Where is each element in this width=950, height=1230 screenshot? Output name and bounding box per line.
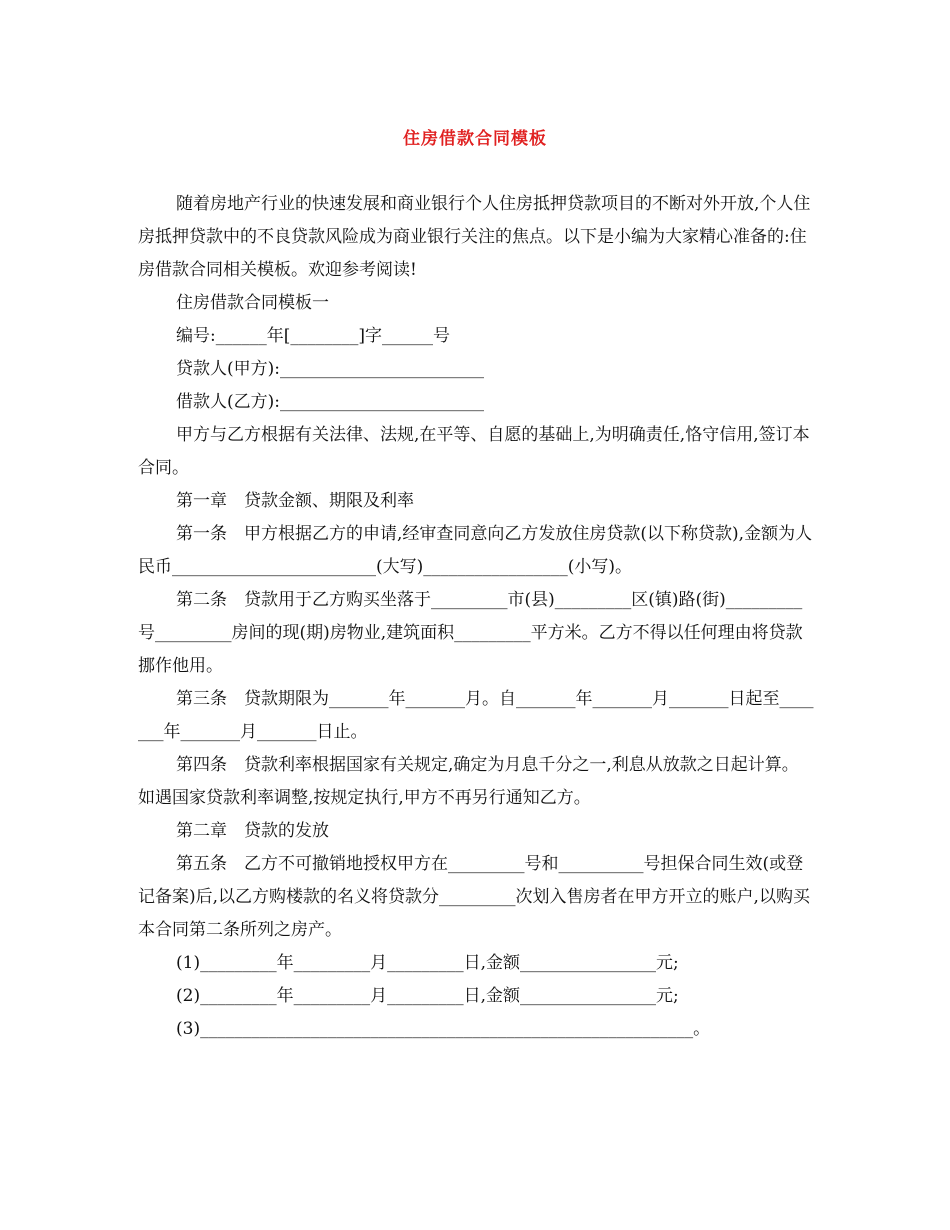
document-body — [138, 188, 814, 1046]
installment-line-2: (2)_________年_________月_________日,金额________________元; — [176, 986, 679, 1006]
chapter-two-heading: 第二章 贷款的发放 — [176, 821, 329, 841]
article-five: 第五条 乙方不可撤销地授权甲方在_________号和__________号担保合同生效(或登记备案)后,以乙方购楼款的名义将贷款分_________次划入售房者在甲方开立的账户,以购买本合同第二条所列之房产。 — [138, 854, 810, 940]
template-heading: 住房借款合同模板一 — [176, 293, 329, 313]
article-four: 第四条 贷款利率根据国家有关规定,确定为月息千分之一,利息从放款之日起计算。如遇国家贷款利率调整,按规定执行,甲方不再另行通知乙方。 — [138, 755, 799, 808]
article-two: 第二条 贷款用于乙方购买坐落于_________市(县)_________区(镇)路(街)_________号_________房间的现(期)房物业,建筑面积_________平方米。乙方不得以任何理由将贷款挪作他用。 — [138, 590, 803, 676]
article-one: 第一条 甲方根据乙方的申请,经审查同意向乙方发放住房贷款(以下称贷款),金额为人民币________________________(大写)_________________(小写)。 — [138, 524, 813, 577]
installment-line-3: (3)__________________________________________________________。 — [176, 1019, 711, 1039]
lender-line: 贷款人(甲方):________________________ — [176, 359, 484, 379]
installment-line-1: (1)_________年_________月_________日,金额________________元; — [176, 953, 679, 973]
contract-number-line: 编号:______年[________]字______号 — [176, 326, 450, 346]
article-three: 第三条 贷款期限为_______年_______月。自_______年_______月_______日起至_______年_______月_______日止。 — [138, 689, 814, 742]
intro-paragraph: 随着房地产行业的快速发展和商业银行个人住房抵押贷款项目的不断对外开放,个人住房抵押贷款中的不良贷款风险成为商业银行关注的焦点。以下是小编为大家精心准备的:住房借款合同相关模板。欢迎参考阅读! — [138, 194, 811, 280]
borrower-line: 借款人(乙方):________________________ — [176, 392, 484, 412]
preamble-paragraph: 甲方与乙方根据有关法律、法规,在平等、自愿的基础上,为明确责任,恪守信用,签订本合同。 — [138, 425, 810, 478]
chapter-one-heading: 第一章 贷款金额、期限及利率 — [176, 491, 414, 511]
document-title: 住房借款合同模板 — [403, 129, 547, 149]
